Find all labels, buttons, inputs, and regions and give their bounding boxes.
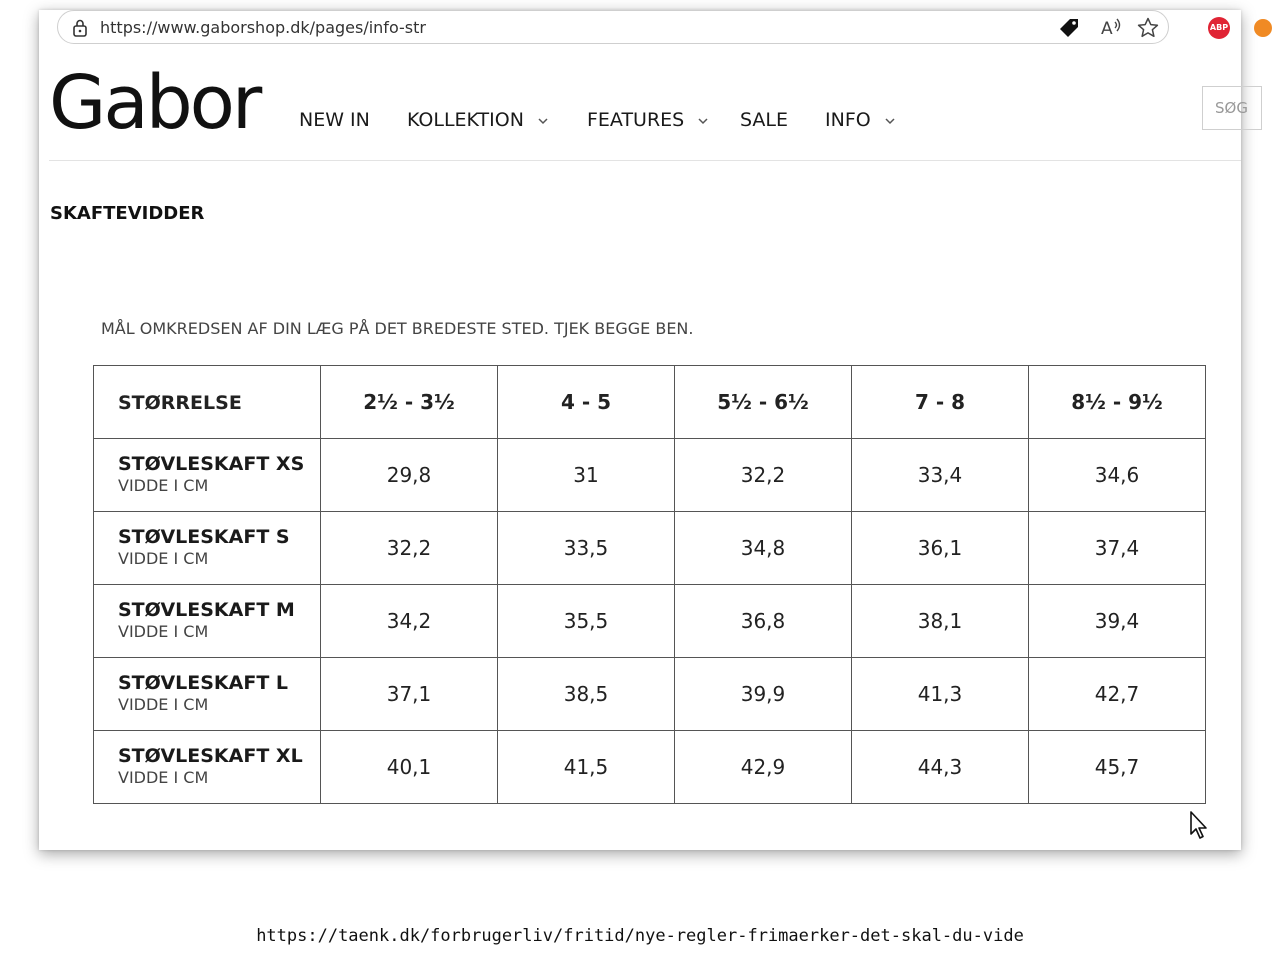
nav-label: KOLLEKTION (407, 109, 524, 131)
nav-kollektion[interactable] (407, 109, 548, 131)
address-bar[interactable] (57, 10, 1229, 44)
table-cell: 34,8 (675, 512, 852, 585)
table-cell: 41,5 (498, 731, 675, 804)
table-cell: 33,5 (498, 512, 675, 585)
table-cell: 32,2 (321, 512, 498, 585)
table-cell: 36,1 (852, 512, 1029, 585)
nav-label: SALE (740, 109, 789, 131)
search-placeholder: SØG (1215, 99, 1248, 117)
row-label: STØVLESKAFT S (118, 526, 290, 548)
nav-features[interactable] (587, 109, 708, 131)
row-label: STØVLESKAFT M (118, 599, 295, 621)
table-cell: 42,9 (675, 731, 852, 804)
size-label: 8½ - 9½ (1071, 390, 1163, 414)
url-text[interactable]: https://www.gaborshop.dk/pages/info-str (100, 18, 426, 37)
table-cell: 33,4 (852, 439, 1029, 512)
browser-window (39, 10, 1248, 850)
table-cell: 37,4 (1029, 512, 1206, 585)
row-label-cell (94, 585, 321, 658)
row-sublabel: VIDDE I CM (118, 695, 209, 714)
table-cell: 34,6 (1029, 439, 1206, 512)
table-cell: 29,8 (321, 439, 498, 512)
size-label: 2½ - 3½ (363, 390, 455, 414)
header-divider (49, 160, 1241, 161)
size-label: 5½ - 6½ (717, 390, 809, 414)
price-tag-icon[interactable] (1058, 17, 1080, 39)
table-header-row (94, 366, 1206, 439)
row-label-cell (94, 731, 321, 804)
table-cell: 37,1 (321, 658, 498, 731)
table-row (94, 585, 1206, 658)
table-header-cell (94, 366, 321, 439)
row-label: STØVLESKAFT XS (118, 453, 305, 475)
table-header-cell (675, 366, 852, 439)
row-label-cell (94, 658, 321, 731)
gabor-logo[interactable]: Gabor (49, 60, 260, 146)
nav-label: NEW IN (299, 109, 370, 131)
table-cell: 38,1 (852, 585, 1029, 658)
row-sublabel: VIDDE I CM (118, 622, 209, 641)
table-header-cell (852, 366, 1029, 439)
nav-info[interactable] (825, 109, 895, 131)
table-row (94, 439, 1206, 512)
nav-label: FEATURES (587, 109, 685, 131)
row-label-cell (94, 439, 321, 512)
table-header-cell (498, 366, 675, 439)
table-row (94, 658, 1206, 731)
table-cell: 35,5 (498, 585, 675, 658)
table-cell: 40,1 (321, 731, 498, 804)
measure-instruction: MÅL OMKREDSEN AF DIN LÆG PÅ DET BREDESTE STED. TJEK BEGGE BEN. (101, 319, 694, 338)
table-cell: 32,2 (675, 439, 852, 512)
star-icon[interactable] (1136, 16, 1160, 40)
table-cell: 39,9 (675, 658, 852, 731)
size-table (93, 365, 1206, 804)
svg-text:A: A (1101, 19, 1113, 39)
table-cell: 39,4 (1029, 585, 1206, 658)
size-label: 7 - 8 (914, 390, 966, 414)
table-cell: 41,3 (852, 658, 1029, 731)
extension-icon[interactable] (1254, 19, 1272, 37)
chevron-down-icon (538, 116, 548, 126)
chevron-down-icon (885, 116, 895, 126)
table-cell: 34,2 (321, 585, 498, 658)
search-input[interactable] (1202, 86, 1262, 130)
table-cell: 44,3 (852, 731, 1029, 804)
row-sublabel: VIDDE I CM (118, 768, 209, 787)
table-header-cell (1029, 366, 1206, 439)
adblock-icon[interactable]: ABP (1208, 17, 1230, 39)
nav-new-in[interactable] (299, 109, 370, 131)
table-cell: 38,5 (498, 658, 675, 731)
table-cell: 45,7 (1029, 731, 1206, 804)
source-url-caption: https://taenk.dk/forbrugerliv/fritid/nye-regler-frimaerker-det-skal-du-vide (256, 926, 1024, 946)
nav-label: INFO (825, 109, 871, 131)
table-cell: 42,7 (1029, 658, 1206, 731)
chevron-down-icon (698, 116, 708, 126)
read-aloud-icon[interactable] (1099, 16, 1123, 38)
nav-sale[interactable] (740, 109, 788, 131)
size-label: 4 - 5 (560, 390, 612, 414)
lock-icon[interactable] (72, 19, 88, 37)
header-label: STØRRELSE (118, 392, 242, 414)
table-cell: 31 (498, 439, 675, 512)
row-sublabel: VIDDE I CM (118, 549, 209, 568)
table-header-cell (321, 366, 498, 439)
table-row (94, 731, 1206, 804)
row-label-cell (94, 512, 321, 585)
table-cell: 36,8 (675, 585, 852, 658)
row-sublabel: VIDDE I CM (118, 476, 209, 495)
table-row (94, 512, 1206, 585)
mouse-pointer-icon (1189, 810, 1209, 840)
row-label: STØVLESKAFT L (118, 672, 289, 694)
row-label: STØVLESKAFT XL (118, 745, 303, 767)
page-title: SKAFTEVIDDER (50, 203, 205, 224)
